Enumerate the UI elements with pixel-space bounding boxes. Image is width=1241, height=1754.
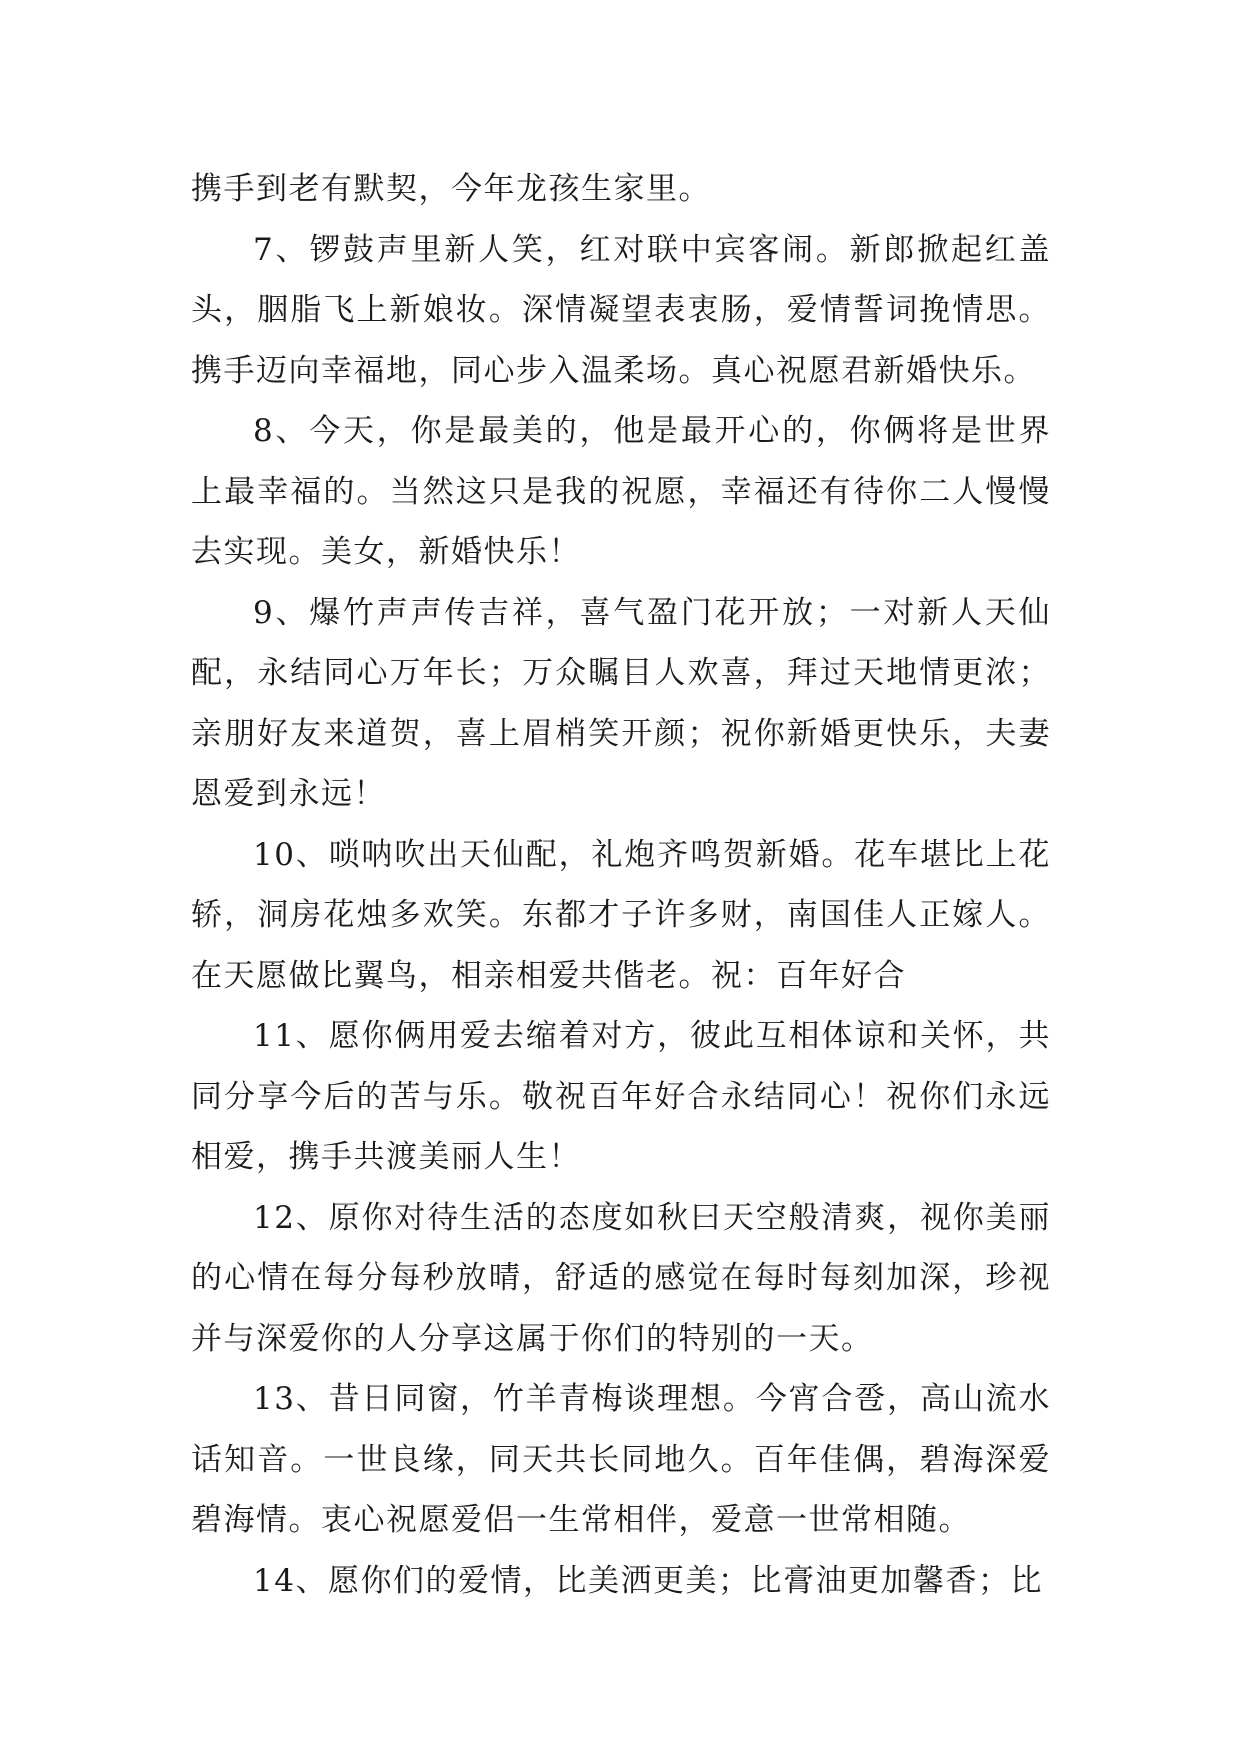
paragraph: 12、原你对待生活的态度如秋曰天空般清爽，视你美丽的心情在每分每秒放晴，舒适的感觉在每时每刻加深，珍视并与深爱你的人分享这属于你们的特别的一天。 bbox=[191, 1199, 1051, 1357]
paragraph: 14、愿你们的爱情，比美洒更美；比膏油更加馨香；比 bbox=[253, 1562, 1043, 1599]
paragraph: 携手到老有默契，今年龙孩生家里。 bbox=[191, 171, 711, 207]
paragraph: 13、昔日同窗，竹羊青梅谈理想。今宵合卺，高山流水话知音。一世良缘，同天共长同地久。百年佳偶，碧海深爱碧海情。衷心祝愿爱侣一生常相伴，爱意一世常相随。 bbox=[191, 1381, 1051, 1538]
document-body bbox=[191, 159, 1051, 1611]
paragraph: 10、唢呐吹出天仙配，礼炮齐鸣贺新婚。花车堪比上花轿，洞房花烛多欢笑。东都才子许多财，南国佳人正嫁人。在天愿做比翼鸟，相亲相爱共偕老。祝：百年好合 bbox=[191, 836, 1051, 994]
paragraph: 11、愿你俩用爱去缩着对方，彼此互相体谅和关怀，共同分享今后的苦与乐。敬祝百年好合永结同心！祝你们永远相爱，携手共渡美丽人生！ bbox=[191, 1018, 1051, 1175]
paragraph: 7、锣鼓声里新人笑，红对联中宾客闹。新郎掀起红盖头，胭脂飞上新娘妆。深情凝望表衷肠，爱情誓词挽情思。携手迈向幸福地，同心步入温柔场。真心祝愿君新婚快乐。 bbox=[191, 231, 1051, 389]
paragraph: 8、今天，你是最美的，他是最开心的，你俩将是世界上最幸福的。当然这只是我的祝愿，幸福还有待你二人慢慢去实现。美女，新婚快乐！ bbox=[191, 413, 1051, 570]
paragraph: 9、爆竹声声传吉祥，喜气盈门花开放；一对新人天仙配，永结同心万年长；万众瞩目人欢喜，拜过天地情更浓；亲朋好友来道贺，喜上眉梢笑开颜；祝你新婚更快乐，夫妻恩爱到永远！ bbox=[191, 594, 1051, 812]
